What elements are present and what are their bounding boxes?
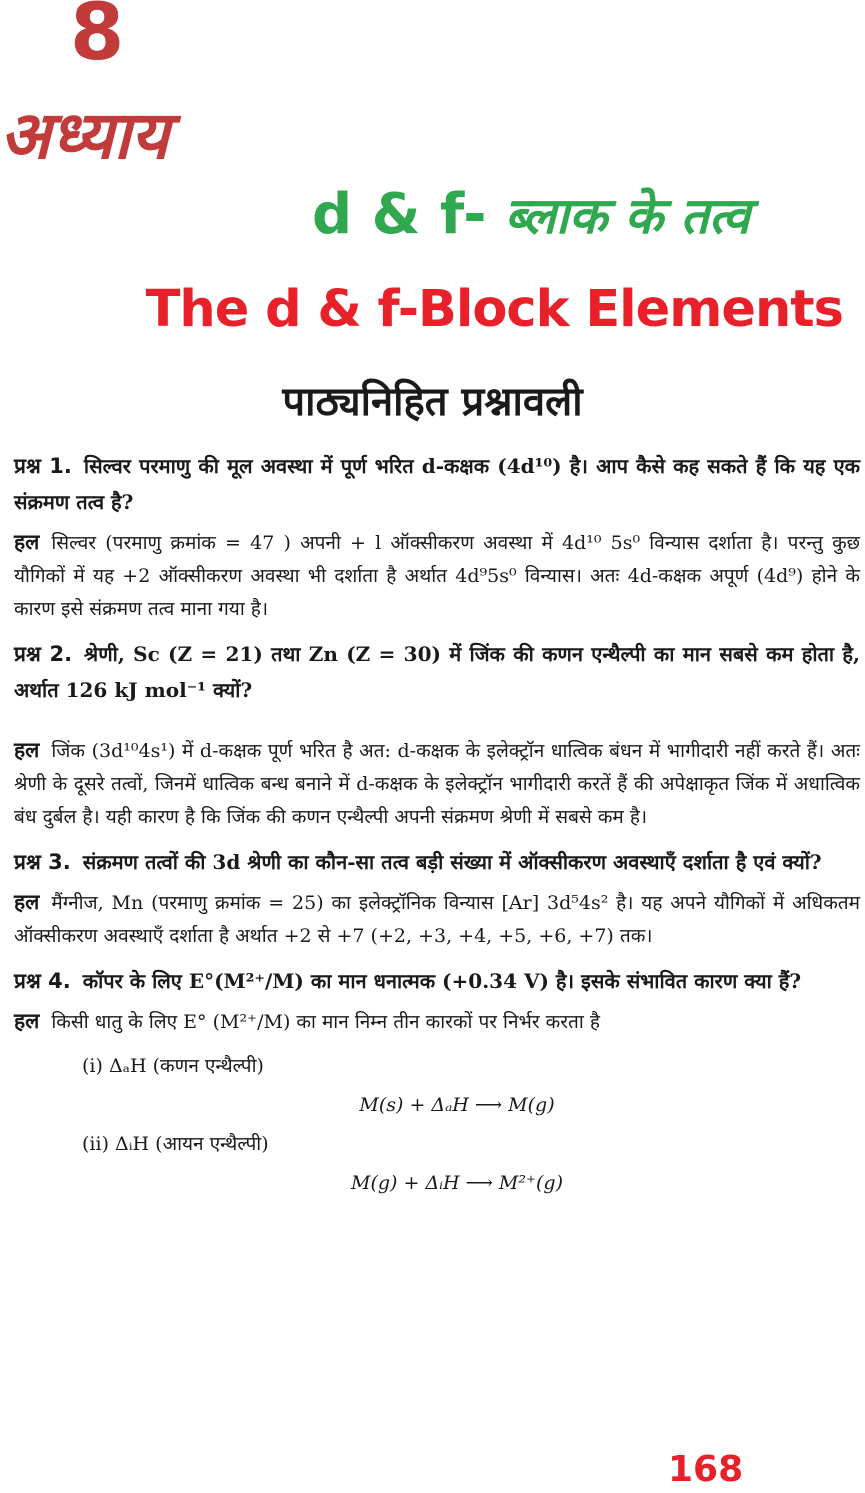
answer-3-label: हल	[14, 890, 40, 914]
answer-4	[14, 1005, 860, 1039]
answer-2-text: जिंक (3d¹⁰4s¹) में d-कक्षक पूर्ण भरित है अत: d-कक्षक के इलेक्ट्रॉन धात्विक बंधन में भागीदारी नहीं करते हैं। अतः श्रेणी के दूसरे तत्वों, जिनमें धात्विक बन्ध बनाने में d-कक्षक के इलेक्ट्रॉन भागीदारी करतें हैं की अपेक्षाकृत जिंक में अधात्विक बंध दुर्बल है। यही कारण है कि जिंक की कणन एन्थैल्पी अपनी संक्रमण श्रेणी में सबसे कम है।	[14, 740, 860, 828]
factor-2-label: (ii) ΔᵢH (आयन एन्थैल्पी)	[82, 1133, 269, 1155]
chapter-title-hindi-prefix: d & f-	[312, 182, 487, 247]
question-4	[14, 963, 860, 999]
answer-2	[14, 734, 860, 834]
answer-3	[14, 886, 860, 953]
question-3	[14, 844, 860, 880]
chapter-title-hindi-text: ब्लाक के तत्व	[504, 187, 750, 245]
question-3-label: प्रश्न 3.	[14, 850, 71, 874]
factor-1-label: (i) ΔₐH (कणन एन्थैल्पी)	[82, 1055, 264, 1077]
question-2-text: श्रेणी, Sc (Z = 21) तथा Zn (Z = 30) में जिंक की कणन एन्थैल्पी का मान सबसे कम होता है, अर्थात 126 kJ mol⁻¹ क्यों?	[14, 642, 860, 702]
factor-1-equation: M(s) + ΔₐH ⟶ M(g)	[359, 1094, 555, 1116]
question-1-text: सिल्वर परमाणु की मूल अवस्था में पूर्ण भरित d-कक्षक (4d¹⁰) है। आप कैसे कह सकते हैं कि यह एक संक्रमण तत्व है?	[14, 454, 860, 514]
answer-4-label: हल	[14, 1009, 40, 1033]
question-4-text: कॉपर के लिए E°(M²⁺/M) का मान धनात्मक (+0.34 V) है। इसके संभावित कारण क्या हैं?	[82, 969, 802, 993]
chapter-title-english: The d & f-Block Elements	[145, 280, 843, 339]
answer-1	[14, 526, 860, 626]
chapter-number: 8	[70, 0, 125, 78]
section-title: पाठ्यनिहित प्रश्नावली	[282, 379, 583, 425]
answer-4-text: किसी धातु के लिए E° (M²⁺/M) का मान निम्न तीन कारकों पर निर्भर करता है	[51, 1011, 600, 1033]
page-number: 168	[668, 1449, 744, 1490]
question-2	[14, 636, 860, 708]
answer-3-text: मैंग्नीज, Mn (परमाणु क्रमांक = 25) का इलेक्ट्रॉनिक विन्यास [Ar] 3d⁵4s² है। यह अपने यौगिकों में अधिकतम ऑक्सीकरण अवस्थाएँ दर्शाता है अर्थात +2 से +7 (+2, +3, +4, +5, +6, +7) तक।	[14, 892, 860, 947]
answer-1-text: सिल्वर (परमाणु क्रमांक = 47 ) अपनी + l ऑक्सीकरण अवस्था में 4d¹⁰ 5s⁰ विन्यास दर्शाता है। परन्तु कुछ यौगिकों में यह +2 ऑक्सीकरण अवस्था भी दर्शाता है अर्थात 4d⁹5s⁰ विन्यास। अतः 4d-कक्षक अपूर्ण (4d⁹) होने के कारण इसे संक्रमण तत्व माना गया है।	[14, 532, 860, 620]
question-1-label: प्रश्न 1.	[14, 454, 72, 478]
answer-1-label: हल	[14, 530, 40, 554]
factor-2-equation: M(g) + ΔᵢH ⟶ M²⁺(g)	[351, 1172, 563, 1194]
chapter-title-hindi	[312, 184, 750, 246]
question-1	[14, 448, 860, 520]
chapter-word: अध्याय	[0, 97, 169, 174]
answer-2-label: हल	[14, 738, 40, 762]
question-2-label: प्रश्न 2.	[14, 642, 73, 666]
question-4-label: प्रश्न 4.	[14, 969, 71, 993]
question-list	[14, 448, 860, 1205]
question-3-text: संक्रमण तत्वों की 3d श्रेणी का कौन-सा तत्व बड़ी संख्या में ऑक्सीकरण अवस्थाएँ दर्शाता है एवं क्यों?	[82, 850, 822, 874]
